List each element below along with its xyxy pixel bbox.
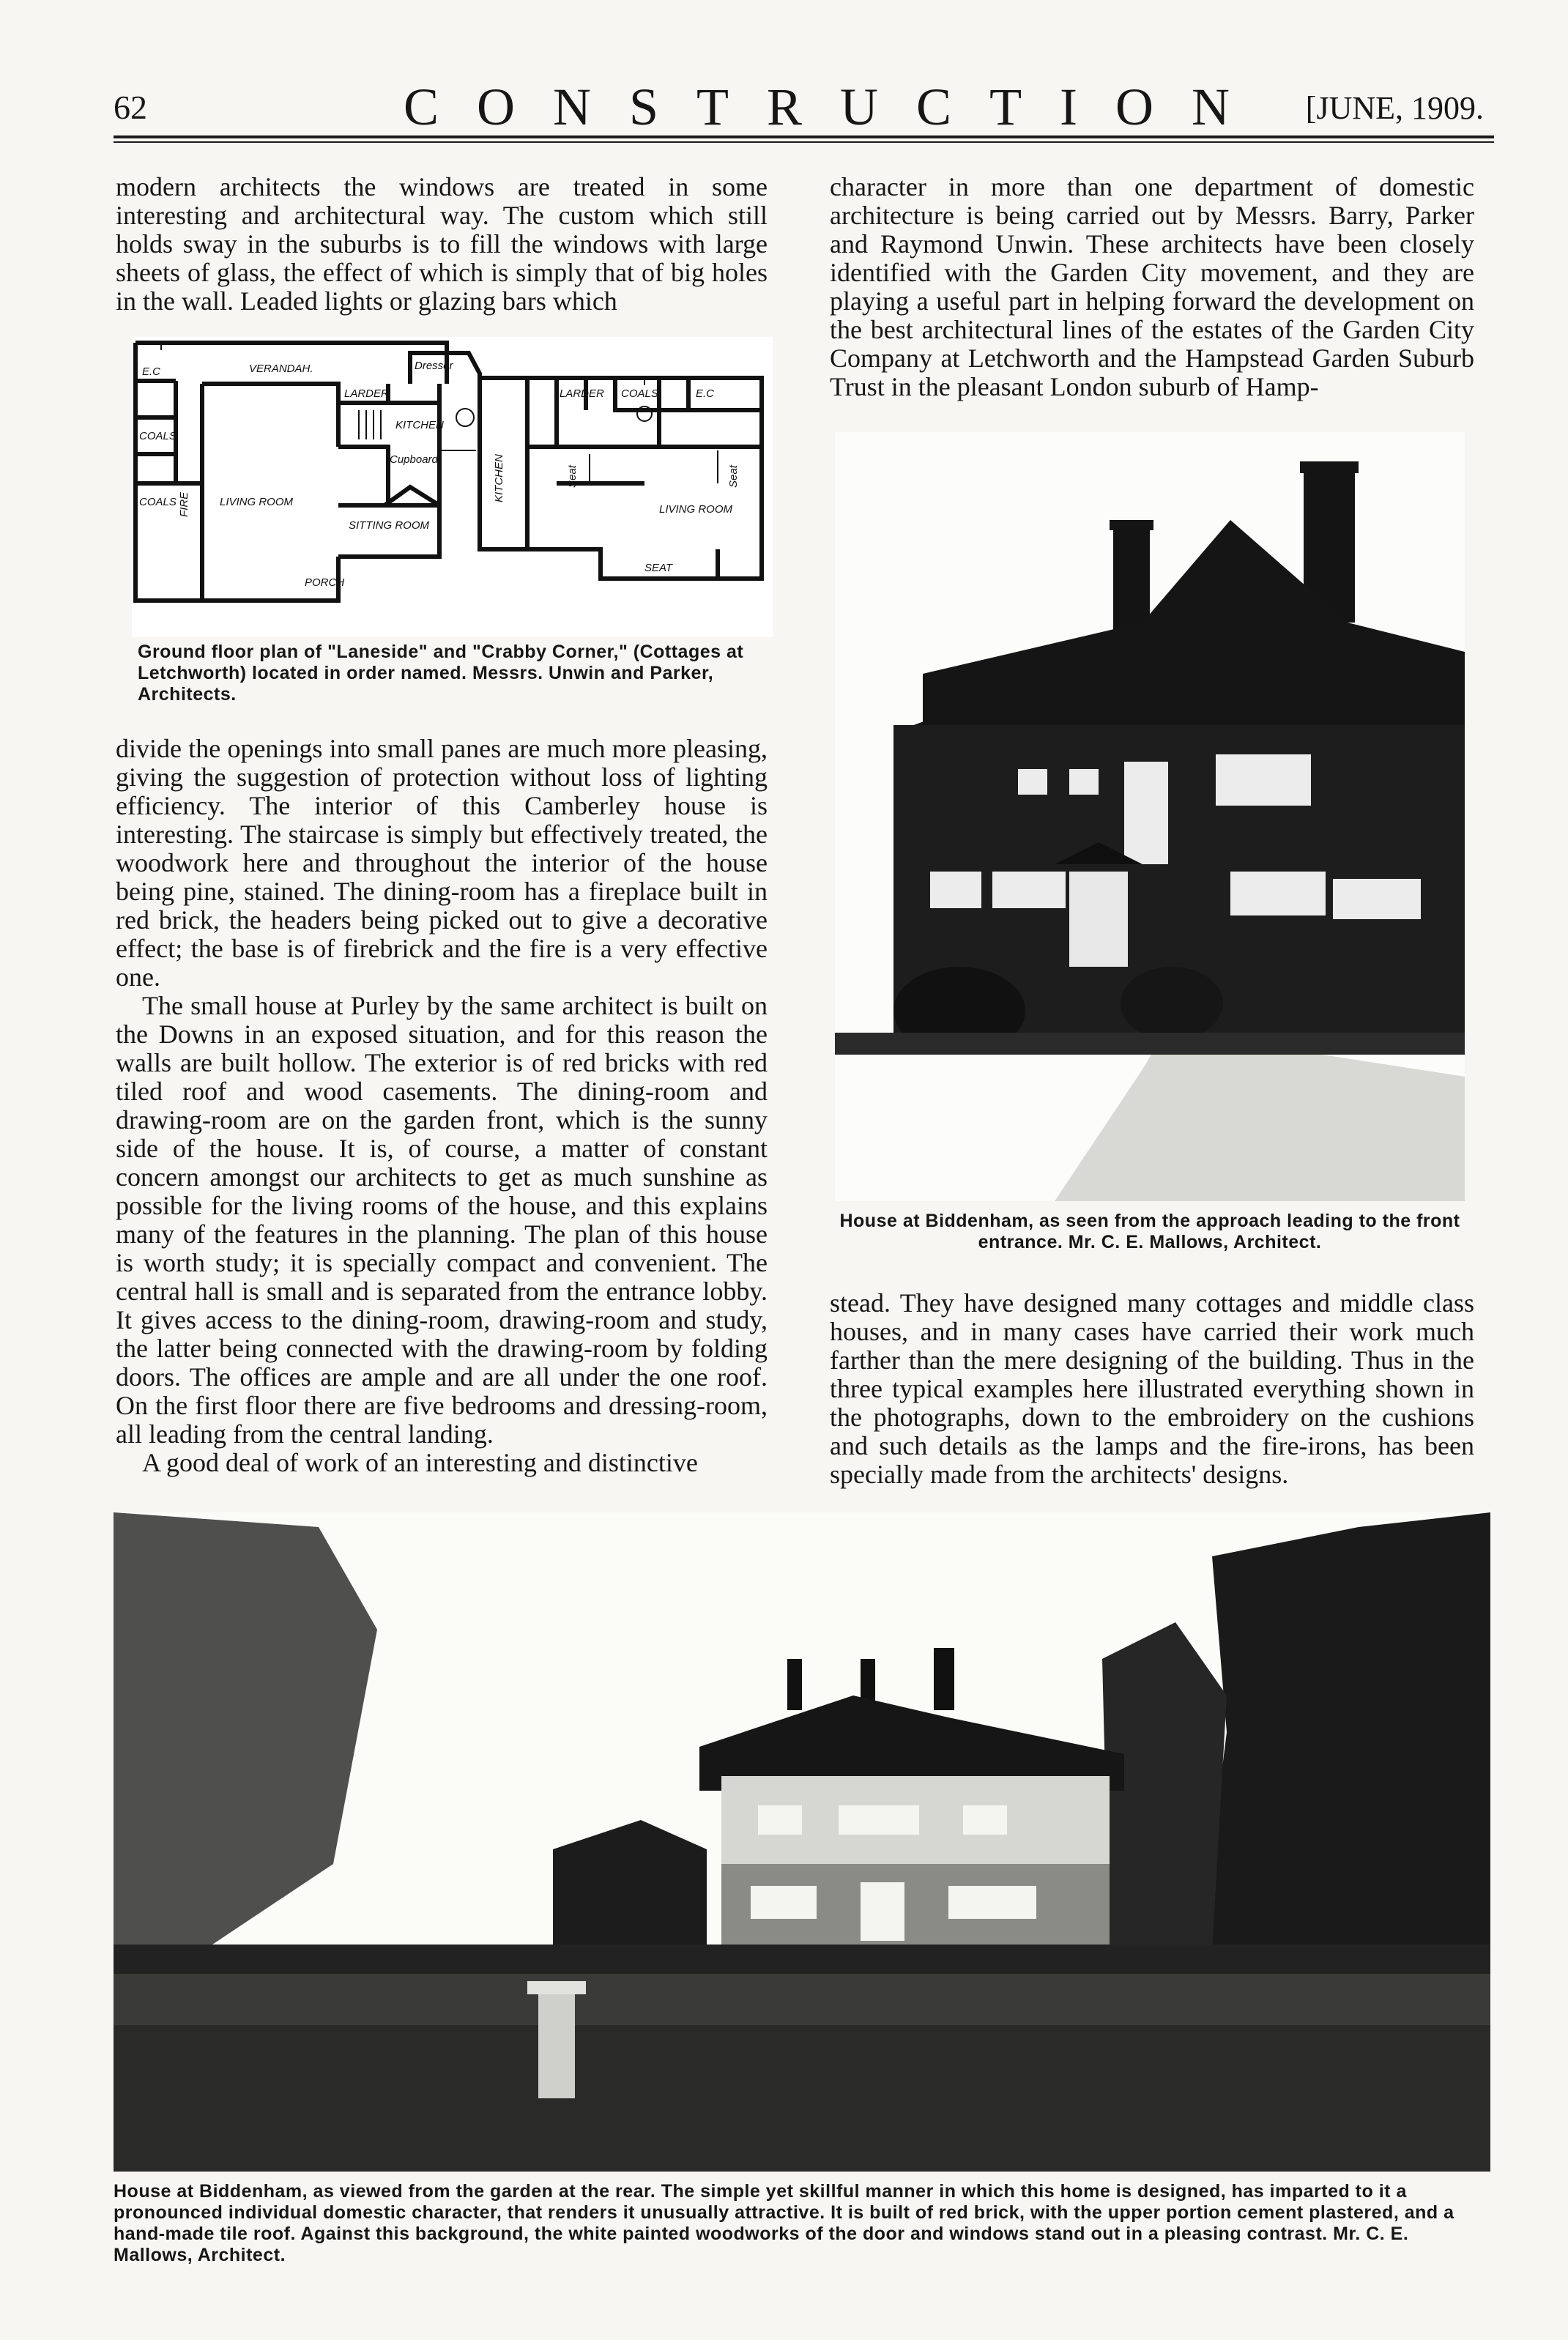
- plan-label-fire: FIRE: [178, 491, 190, 517]
- paragraph: character in more than one department of domestic architecture is being carried out by Messrs. Barry, Parker and Raymond Unwin. These architects have been closely identified with the Garden City movement, and they are playing a useful part in helping forward the development on the best architectural lines of the estates of the Garden City Company at Letchworth and the Hampstead Garden Suburb Trust in the pleasant London suburb of Hamp-: [830, 172, 1474, 401]
- plan-label-living-room-right: LIVING ROOM: [659, 503, 733, 516]
- plan-label-verandah: VERANDAH.: [249, 363, 313, 375]
- plan-label-coals-left: COALS: [139, 430, 177, 442]
- header-rule-thin: [114, 141, 1494, 143]
- plan-label-larder-right: LARDER: [560, 387, 604, 400]
- plan-label-coals-left-2: COALS: [139, 496, 177, 508]
- front-entrance-photo: [835, 432, 1465, 1201]
- floor-plan-figure: [132, 337, 773, 637]
- paragraph: A good deal of work of an interesting and distinctive: [142, 1448, 698, 1477]
- plan-label-living-room-left: LIVING ROOM: [220, 496, 294, 508]
- right-column-top-text: [830, 173, 1474, 401]
- paragraph: stead. They have designed many cottages and middle class houses, and in many cases have carried their work much farther than the mere designing of the building. Thus in the three typical examples here illustrated everything shown in the photographs, down to the embroidery on the cushions and such details as the lamps and the fire-irons, has been specially made from the architects' designs.: [830, 1288, 1474, 1489]
- rear-garden-photo: [114, 1512, 1490, 2172]
- issue-date: [JUNE, 1909.: [1305, 90, 1484, 126]
- plan-label-sitting-room: SITTING ROOM: [349, 519, 429, 532]
- plan-label-ec-left: E.C: [142, 365, 161, 378]
- plan-label-larder-left: LARDER: [344, 387, 389, 400]
- floor-plan-caption: Ground floor plan of "Laneside" and "Crabby Corner," (Cottages at Letchworth) located in order named. Messrs. Unwin and Parker, Architects.: [138, 642, 744, 705]
- journal-title: CONSTRUCTION: [403, 78, 1268, 136]
- plan-label-coals-right: COALS: [621, 387, 658, 400]
- left-column-main-text: [116, 735, 768, 1477]
- plan-label-kitchen-right: KITCHEN: [493, 454, 505, 502]
- plan-label-ec-right: E.C: [696, 387, 715, 400]
- page-number: 62: [114, 89, 147, 126]
- right-column-bottom-text: [830, 1289, 1474, 1489]
- front-house-illustration: [835, 432, 1465, 1201]
- rear-photo-caption: House at Biddenham, as viewed from the garden at the rear. The simple yet skillful manner in which this home is designed, has imparted to it a pronounced individual domestic character, that renders it unusually attractive. It is built of red brick, with the upper portion cement plastered, and a hand-made tile roof. Against this background, the white painted woodworks of the door and windows stand out in a pleasing contrast. Mr. C. E. Mallows, Architect.: [114, 2181, 1454, 2265]
- paragraph: divide the openings into small panes are much more pleasing, giving the suggestion of protection without loss of lighting efficiency. The interior of this Camberley house is interesting. The staircase is simply but effectively treated, the woodwork here and throughout the interior of the house being pine, stained. The dining-room has a fireplace built in red brick, the headers being picked out to give a decorative effect; the base is of firebrick and the fire is a very effective one.: [116, 734, 768, 992]
- plan-label-porch: PORCH: [305, 576, 345, 589]
- rear-house-illustration: [114, 1512, 1490, 2172]
- front-photo-caption: House at Biddenham, as seen from the approach leading to the front entrance. Mr. C. E. Mallows, Architect.: [839, 1211, 1460, 1252]
- paragraph: modern architects the windows are treated in some interesting and architectural way. The custom which still holds sway in the suburbs is to fill the windows with large sheets of glass, the effect of which is simply that of big holes in the wall. Leaded lights or glazing bars which: [116, 172, 768, 316]
- paragraph: The small house at Purley by the same architect is built on the Downs in an exposed situation, and for this reason the walls are built hollow. The exterior is of red bricks with red tiled roof and wood casements. The dining-room and drawing-room are on the garden front, which is the sunny side of the house. It is, of course, a matter of constant concern amongst our architects to get as much sunshine as possible for the living rooms of the house, and this explains many of the features in the planning. The plan of this house is worth study; it is specially compact and convenient. The central hall is small and is separated from the entrance lobby. It gives access to the dining-room, drawing-room and study, the latter being connected with the drawing-room by folding doors. The offices are ample and are all under the one roof. On the first floor there are five bedrooms and dressing-room, all leading from the central landing.: [116, 991, 768, 1449]
- plan-label-kitchen-left: KITCHEN: [395, 419, 444, 431]
- plan-label-dresser: Dresser: [415, 360, 453, 372]
- plan-label-seat-b: Seat: [727, 465, 740, 488]
- header-rule: [114, 135, 1494, 138]
- plan-label-seat-right: SEAT: [644, 562, 673, 574]
- left-column-top-text: [116, 173, 768, 316]
- floor-plan-drawing: [132, 337, 773, 637]
- plan-label-cupboard: Cupboard: [390, 453, 438, 466]
- plan-label-seat-a: Seat: [566, 465, 579, 488]
